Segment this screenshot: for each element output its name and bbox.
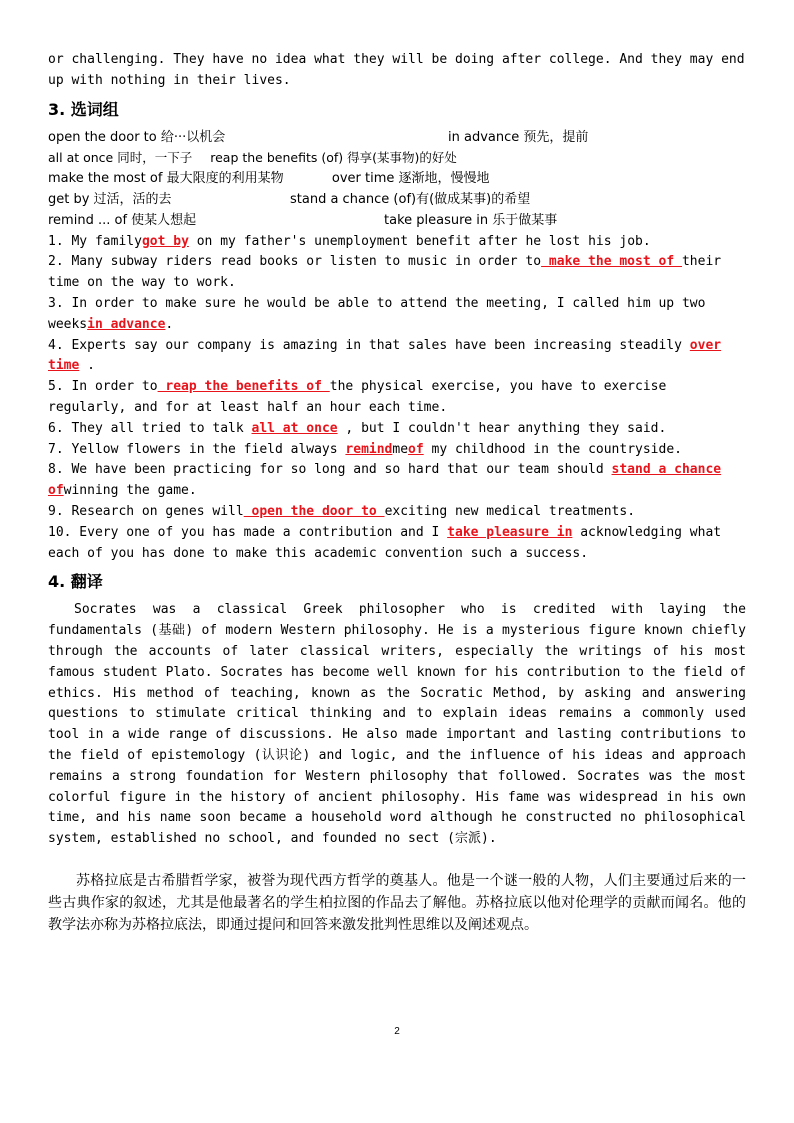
exercise-item: 1. My familygot by on my father's unemployment benefit after he lost his job. <box>48 233 651 249</box>
answer: remind <box>345 441 393 457</box>
phrase-row <box>48 148 746 169</box>
chinese-translation: 苏格拉底是古希腊哲学家，被誉为现代西方哲学的奠基人。他是一个谜一般的人物，人们主要通过后来的一些古典作家的叙述，尤其是他最著名的学生柏拉图的作品去了解他。苏格拉底以他对伦理学的贡献而闻名。他的教学法亦称为苏格拉底法，即通过提问和回答来激发批判性思维以及阐述观点。 <box>48 872 746 933</box>
phrase: remind ... of 使某人想起 <box>48 212 197 228</box>
section-4-title: 4. 翻译 <box>48 572 103 592</box>
answer: reap the benefits of <box>157 379 330 395</box>
phrase: all at once 同时，一下子 <box>48 150 193 166</box>
exercise-list <box>48 232 746 565</box>
english-passage: Socrates was a classical Greek philosopher who is credited with laying the fundamentals (基础) of modern Western philosophy. He is a mysterious figure known chiefly through the accounts of later classical writers, especially the writings of his most famous student Plato. Socrates has become well known for his contribution to the field of ethics. His method of teaching, known as the Socratic Method, by asking and answering questions to stimulate critical thinking and to explain ideas remains a commonly used tool in a wide range of discussions. He also made important and lasting contributions to the field of epistemology (认识论) and logic, and the influence of his ideas and approach remains a strong foundation for Western philosophy that followed. Socrates was the most colorful figure in the history of ancient philosophy. His fame was widespread in his own time, and his name soon became a household word although he constructed no philosophical system, established no school, and founded no sect (宗派). <box>48 602 746 847</box>
phrase: take pleasure in 乐于做某事 <box>384 212 558 228</box>
phrase: in advance 预先，提前 <box>448 129 589 145</box>
phrase: stand a chance (of)有(做成某事)的希望 <box>290 191 531 207</box>
exercise-item: 5. In order to reap the benefits of the physical exercise, you have to exercise regularly, and for at least half an hour each time. <box>48 379 667 415</box>
exercise-item: 4. Experts say our company is amazing in that sales have been increasing steadily over time . <box>48 337 722 374</box>
section-3-title: 3. 选词组 <box>48 99 119 119</box>
phrase: get by 过活，活的去 <box>48 191 172 207</box>
exercise-item: 8. We have been practicing for so long and so hard that our team should stand a chance ofwinning the game. <box>48 462 722 499</box>
answer: got by <box>141 233 189 249</box>
exercise-item: 6. They all tried to talk all at once , but I couldn't hear anything they said. <box>48 420 667 436</box>
exercise-item: 3. In order to make sure he would be able to attend the meeting, I called him up two weeksin advance. <box>48 295 706 332</box>
phrase-row <box>48 169 746 190</box>
phrase: over time 逐渐地，慢慢地 <box>331 171 490 187</box>
exercise-item: 9. Research on genes will open the door to exciting new medical treatments. <box>48 503 636 519</box>
answer: take pleasure in <box>447 524 573 540</box>
answer: in advance <box>87 316 166 332</box>
answer: of <box>408 441 424 457</box>
answer: make the most of <box>541 254 682 270</box>
phrase-row <box>48 211 746 232</box>
intro-line-2: up with nothing in their lives. <box>48 72 291 88</box>
document-page <box>48 50 746 936</box>
phrase-row <box>48 190 746 211</box>
phrase-bank <box>48 128 746 232</box>
exercise-item: 10. Every one of you has made a contribution and I take pleasure in acknowledging what each of you has done to make this academic convention such a success. <box>48 524 722 561</box>
phrase: reap the benefits (of) 得享(某事物)的好处 <box>210 150 457 166</box>
answer: open the door to <box>243 503 385 519</box>
exercise-item: 7. Yellow flowers in the field always remindmeof my childhood in the countryside. <box>48 441 682 457</box>
intro-line-1: or challenging. They have no idea what they will be doing after college. And they may end <box>48 52 745 67</box>
phrase: make the most of 最大限度的利用某物 <box>48 171 284 187</box>
answer: stand a chance of <box>48 462 722 499</box>
page-number: 2 <box>394 1026 400 1037</box>
exercise-item: 2. Many subway riders read books or listen to music in order to make the most of their time on the way to work. <box>48 254 722 291</box>
phrase: open the door to 给···以机会 <box>48 129 226 145</box>
answer: over time <box>48 337 722 374</box>
answer: all at once <box>251 420 338 436</box>
phrase-row <box>48 128 746 149</box>
